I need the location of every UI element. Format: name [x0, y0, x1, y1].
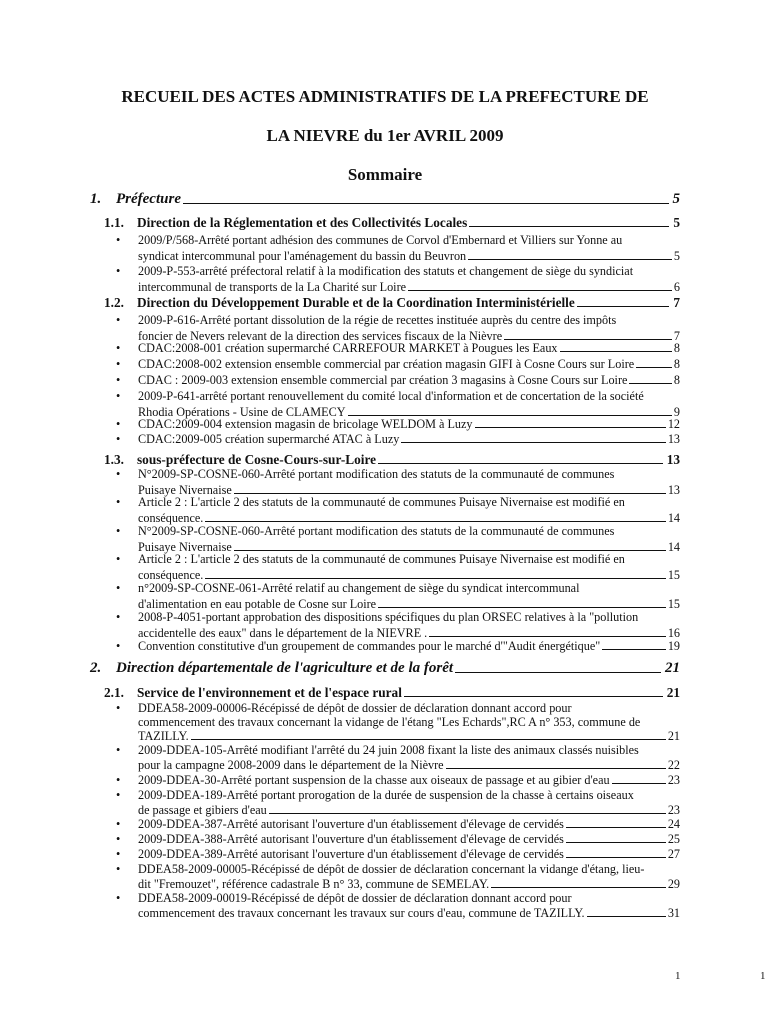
entry-text: N°2009-SP-COSNE-060-Arrêté portant modification des statuts de la communauté de communes — [138, 467, 615, 481]
leader-line — [469, 226, 669, 227]
leader-line — [602, 649, 666, 650]
page-number: 22 — [667, 758, 680, 772]
page-number: 21 — [666, 685, 680, 700]
entry-text: Rhodia Opérations - Usine de CLAMECY — [138, 405, 346, 419]
leader-line — [378, 607, 666, 608]
entry-text: 2009-DDEA-105-Arrêté modifiant l'arrêté du 24 juin 2008 fixant la liste des animaux classés nuisibles — [138, 743, 639, 757]
page-number: 16 — [667, 626, 680, 640]
page-number: 14 — [667, 540, 680, 554]
toc-section-1[interactable] — [90, 191, 680, 208]
page-number: 23 — [667, 773, 680, 787]
entry-text: intercommunal de transports de la La Charité sur Loire — [138, 280, 407, 294]
entry-text: DDEA58-2009-00005-Récépissé de dépôt de dossier de déclaration concernant la vidange d'étang, lieu- — [138, 862, 645, 876]
bullet-icon: • — [116, 773, 121, 787]
page-number: 13 — [666, 452, 680, 467]
page-number: 7 — [673, 329, 680, 343]
entry-text: pour la campagne 2008-2009 dans le département de la Nièvre — [138, 758, 444, 772]
bullet-icon: • — [116, 701, 121, 715]
entry-text: 2009-P-553-arrêté préfectoral relatif à la modification des statuts et changement de siège du syndiciat — [138, 264, 634, 278]
entry-text: commencement des travaux concernant la vidange de l'étang "Les Echards",RC A n° 353, commune de — [138, 715, 641, 729]
bullet-icon: • — [116, 341, 121, 355]
page-number: 19 — [667, 639, 680, 653]
toc-section-2[interactable] — [90, 660, 680, 677]
bullet-icon: • — [116, 313, 121, 327]
bullet-icon: • — [116, 639, 121, 653]
leader-line — [629, 383, 671, 384]
leader-line — [429, 636, 666, 637]
entry-text: 2009-P-616-Arrêté portant dissolution de la régie de recettes instituée auprès du centre des impôts — [138, 313, 617, 327]
section-title: Préfecture — [116, 191, 181, 207]
leader-line — [566, 857, 666, 858]
page-number: 14 — [667, 511, 680, 525]
bullet-icon: • — [116, 432, 121, 446]
toc-section-1-2[interactable] — [104, 295, 680, 311]
bullet-icon: • — [116, 552, 121, 566]
page-number: 23 — [667, 803, 680, 817]
entry-text: foncier de Nevers relevant de la direction des services fiscaux de la Nièvre — [138, 329, 503, 343]
leader-line — [183, 203, 669, 204]
leader-line — [468, 259, 672, 260]
page-number: 7 — [673, 295, 680, 310]
entry-text: DDEA58-2009-00019-Récépissé de dépôt de dossier de déclaration donnant accord pour — [138, 891, 572, 905]
section-title: Direction de la Réglementation et des Collectivités Locales — [137, 215, 468, 230]
page-number: 15 — [667, 597, 680, 611]
footer-page-number: 1 — [760, 970, 766, 982]
section-number: 1.1. — [104, 215, 124, 230]
page-number: 6 — [673, 280, 680, 294]
bullet-icon: • — [116, 357, 121, 371]
page-number: 31 — [667, 906, 680, 920]
page-number: 29 — [667, 877, 680, 891]
page-number: 5 — [673, 215, 680, 230]
section-number: 1. — [90, 191, 102, 207]
entry-text: de passage et gibiers d'eau — [138, 803, 267, 817]
page-number: 8 — [673, 373, 680, 387]
entry-text: 2009-P-641-arrêté portant renouvellement du comité local d'information et de concertation de la société — [138, 389, 644, 403]
leader-line — [491, 887, 666, 888]
page-number: 5 — [673, 249, 680, 263]
entry-text: d'alimentation en eau potable de Cosne sur Loire — [138, 597, 377, 611]
entry-text: 2009-DDEA-389-Arrêté autorisant l'ouverture d'un établissement d'élevage de cervidés — [138, 847, 564, 861]
page-number: 8 — [673, 357, 680, 371]
page-number: 27 — [667, 847, 680, 861]
entry-text: commencement des travaux concernant les travaux sur cours d'eau, commune de TAZILLY. — [138, 906, 585, 920]
leader-line — [566, 842, 666, 843]
toc-section-2-1[interactable] — [104, 685, 680, 701]
bullet-icon: • — [116, 832, 121, 846]
section-title: Service de l'environnement et de l'espace rural — [137, 685, 402, 700]
page-number: 13 — [667, 432, 680, 446]
entry-text: accidentelle des eaux" dans le département de la NIEVRE . — [138, 626, 428, 640]
bullet-icon: • — [116, 891, 121, 905]
entry-text: conséquence. — [138, 568, 204, 582]
section-number: 2.1. — [104, 685, 124, 700]
entry-text: n°2009-SP-COSNE-061-Arrêté relatif au changement de siège du syndicat intercommunal — [138, 581, 580, 595]
section-title: sous-préfecture de Cosne-Cours-sur-Loire — [137, 452, 377, 467]
section-number: 1.2. — [104, 295, 124, 310]
entry-text: Puisaye Nivernaise — [138, 540, 232, 554]
section-number: 2. — [90, 660, 102, 676]
entry-text: CDAC:2009-005 création supermarché ATAC à Luzy — [138, 432, 400, 446]
bullet-icon: • — [116, 233, 121, 247]
entry-text: 2009-DDEA-30-Arrêté portant suspension de la chasse aux oiseaux de passage et au gibier d'eau — [138, 773, 610, 787]
entry-text: Article 2 : L'article 2 des statuts de la communauté de communes Puisaye Nivernaise est modifié en — [138, 552, 625, 566]
entry-text: 2009-DDEA-388-Arrêté autorisant l'ouverture d'un établissement d'élevage de cervidés — [138, 832, 564, 846]
leader-line — [401, 442, 665, 443]
page-number: 25 — [667, 832, 680, 846]
bullet-icon: • — [116, 743, 121, 757]
leader-line — [269, 813, 666, 814]
entry-text: DDEA58-2009-00006-Récépissé de dépôt de dossier de déclaration donnant accord pour — [138, 701, 572, 715]
entry-text: TAZILLY. — [138, 729, 189, 743]
leader-line — [455, 672, 661, 673]
bullet-icon: • — [116, 862, 121, 876]
entry-text: Convention constitutive d'un groupement de commandes pour le marché d'"Audit énergétique" — [138, 639, 601, 653]
page-number: 21 — [667, 729, 680, 743]
leader-line — [636, 367, 672, 368]
document-subtitle: LA NIEVRE du 1er AVRIL 2009 — [266, 126, 504, 145]
page-number: 12 — [667, 417, 680, 431]
entry-text: Puisaye Nivernaise — [138, 483, 232, 497]
entry-text: 2008-P-4051-portant approbation des dispositions spécifiques du plan ORSEC relatives à la "pollution — [138, 610, 639, 624]
entry-text: Article 2 : L'article 2 des statuts de la communauté de communes Puisaye Nivernaise est modifié en — [138, 495, 625, 509]
footer-page-number: 1 — [675, 970, 681, 982]
entry-text: CDAC:2008-002 extension ensemble commercial par création magasin GIFI à Cosne Cours sur Loire — [138, 357, 635, 371]
leader-line — [475, 427, 666, 428]
leader-line — [378, 463, 663, 464]
bullet-icon: • — [116, 389, 121, 403]
leader-line — [404, 696, 663, 697]
entry-text: 2009-DDEA-387-Arrêté autorisant l'ouverture d'un établissement d'élevage de cervidés — [138, 817, 564, 831]
page-number: 13 — [667, 483, 680, 497]
bullet-icon: • — [116, 467, 121, 481]
page-number: 8 — [673, 341, 680, 355]
entry-text: N°2009-SP-COSNE-060-Arrêté portant modification des statuts de la communauté de communes — [138, 524, 615, 538]
bullet-icon: • — [116, 610, 121, 624]
section-title: Direction départementale de l'agriculture et de la forêt — [116, 660, 454, 676]
leader-line — [566, 827, 666, 828]
bullet-icon: • — [116, 417, 121, 431]
leader-line — [205, 578, 666, 579]
leader-line — [577, 306, 670, 307]
section-number: 1.3. — [104, 452, 124, 467]
entry-text: CDAC : 2009-003 extension ensemble commercial par création 3 magasins à Cosne Cours sur Loire — [138, 373, 628, 387]
entry-text: dit "Fremouzet", référence cadastrale B n° 33, commune de SEMELAY. — [138, 877, 490, 891]
bullet-icon: • — [116, 495, 121, 509]
entry-text: 2009-DDEA-189-Arrêté portant prorogation de la durée de suspension de la chasse à certains oiseaux — [138, 788, 634, 802]
section-title: Direction du Développement Durable et de la Coordination Interministérielle — [137, 295, 575, 310]
leader-line — [560, 351, 672, 352]
page-number: 21 — [665, 660, 680, 676]
bullet-icon: • — [116, 847, 121, 861]
page-number: 24 — [667, 817, 680, 831]
leader-line — [446, 768, 666, 769]
page-number: 5 — [672, 191, 680, 207]
page-number: 9 — [673, 405, 680, 419]
bullet-icon: • — [116, 524, 121, 538]
bullet-icon: • — [116, 373, 121, 387]
toc-section-1-1[interactable] — [104, 215, 680, 231]
leader-line — [587, 916, 666, 917]
entry-text: 2009/P/568-Arrêté portant adhésion des communes de Corvol d'Embernard et Villiers sur Yonne au — [138, 233, 623, 247]
sommaire-heading: Sommaire — [347, 165, 423, 184]
bullet-icon: • — [116, 788, 121, 802]
bullet-icon: • — [116, 581, 121, 595]
page-number: 15 — [667, 568, 680, 582]
entry-text: conséquence. — [138, 511, 204, 525]
leader-line — [191, 739, 666, 740]
entry-text: CDAC:2009-004 extension magasin de bricolage WELDOM à Luzy — [138, 417, 473, 431]
leader-line — [205, 521, 666, 522]
leader-line — [408, 290, 672, 291]
entry-text: syndicat intercommunal pour l'aménagement du bassin du Beuvron — [138, 249, 467, 263]
bullet-icon: • — [116, 264, 121, 278]
entry-text: CDAC:2008-001 création supermarché CARREFOUR MARKET à Pougues les Eaux — [138, 341, 558, 355]
document-title: RECUEIL DES ACTES ADMINISTRATIFS DE LA PREFECTURE DE — [121, 87, 649, 106]
bullet-icon: • — [116, 817, 121, 831]
leader-line — [612, 783, 666, 784]
